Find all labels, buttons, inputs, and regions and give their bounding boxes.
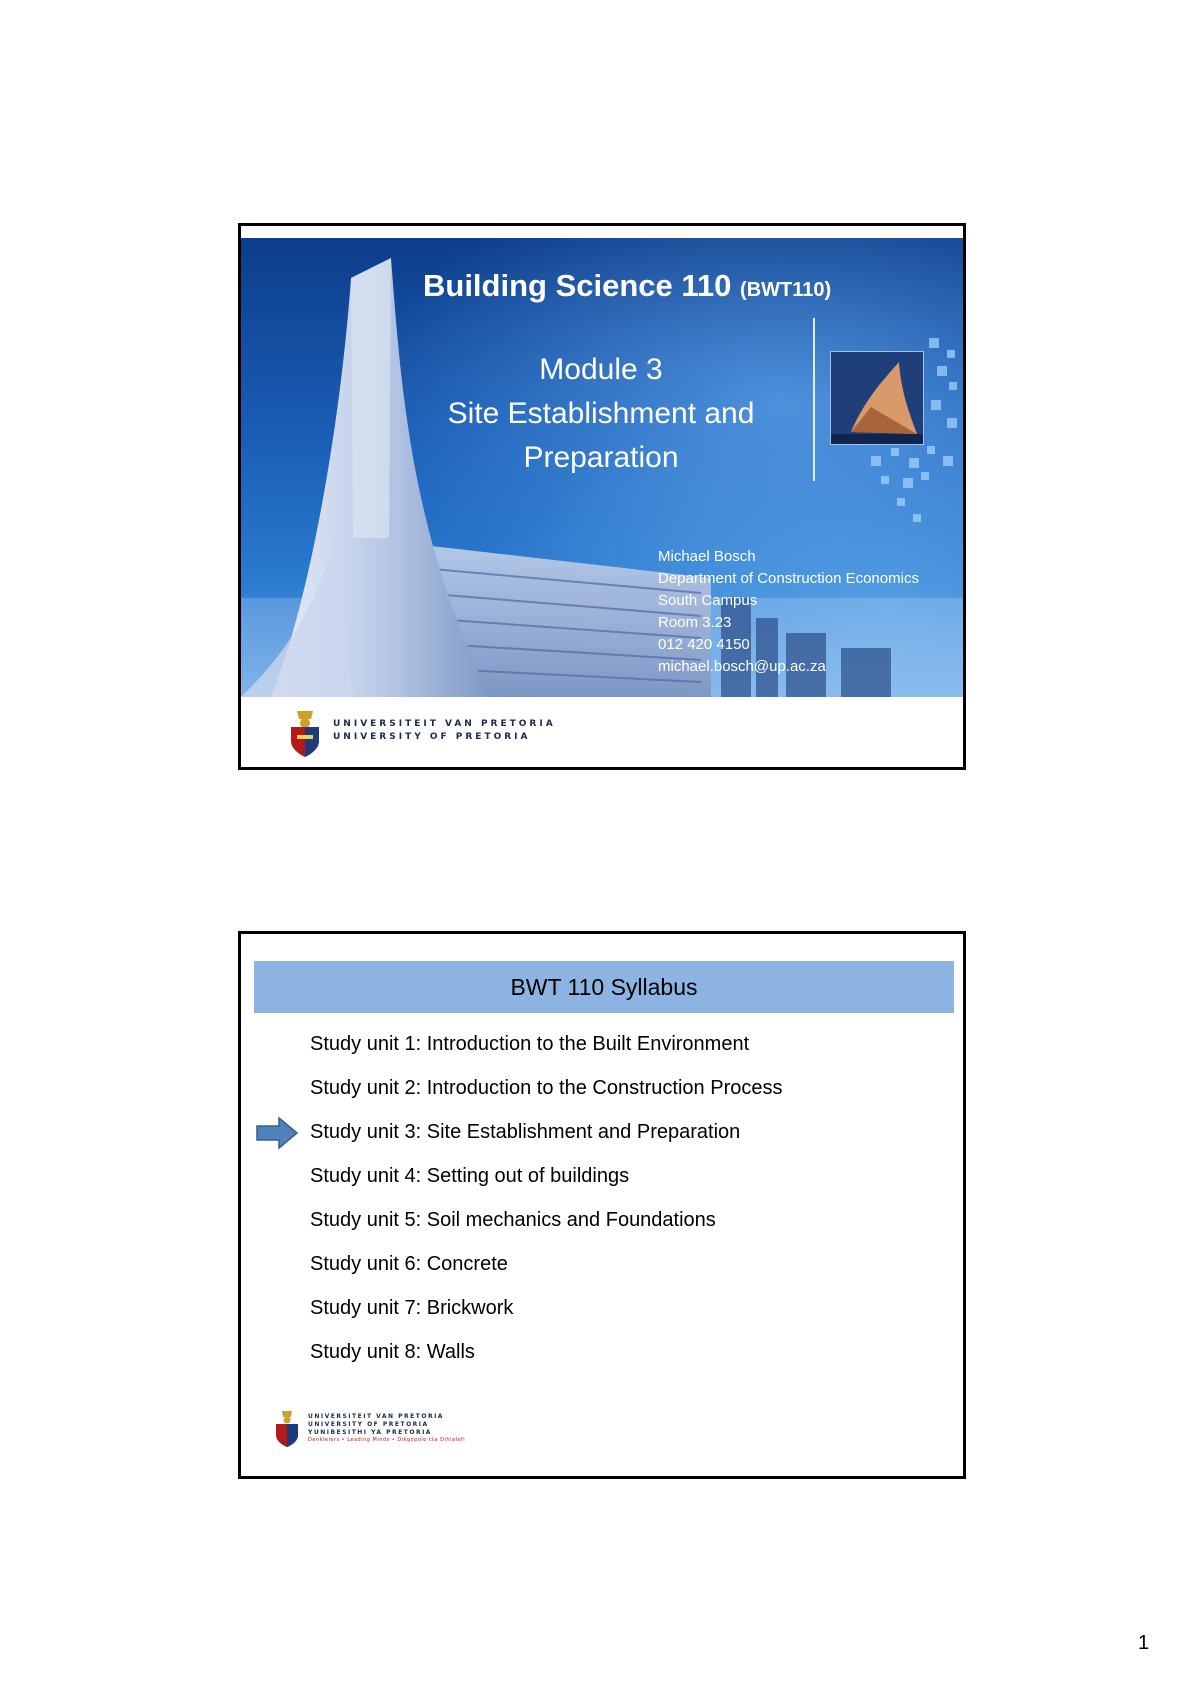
syllabus-item-5: Study unit 5: Soil mechanics and Foundations: [310, 1209, 716, 1231]
module-line-2: Site Establishment and: [447, 397, 755, 430]
page-number: 1: [1138, 1632, 1150, 1654]
contact-phone: 012 420 4150: [658, 636, 750, 653]
syllabus-header: BWT 110 Syllabus: [254, 961, 954, 1013]
syllabus-item-3: Study unit 3: Site Establishment and Preparation: [310, 1121, 741, 1143]
list-item: [241, 1154, 963, 1198]
list-item: [241, 1330, 963, 1374]
sculpture-thumbnail: [830, 351, 924, 445]
syllabus-item-6: Study unit 6: Concrete: [310, 1253, 508, 1275]
contact-name: Michael Bosch: [658, 548, 756, 565]
module-title: [421, 348, 781, 480]
contact-block: [658, 546, 919, 678]
title-banner: [241, 238, 963, 697]
university-name-af: UNIVERSITEIT VAN PRETORIA: [333, 719, 556, 729]
list-item: [241, 1066, 963, 1110]
university-tagline: Denkleiers • Leading Minds • Dikgopolo tša Dihlalefi: [308, 1437, 466, 1443]
module-line-3: Preparation: [523, 441, 679, 474]
list-item: [241, 1242, 963, 1286]
course-code: (BWT110): [740, 279, 832, 301]
contact-room: Room 3.23: [658, 614, 732, 631]
contact-department: Department of Construction Economics: [658, 570, 919, 587]
syllabus-slide: [238, 931, 966, 1479]
syllabus-list: [241, 1022, 963, 1374]
current-unit-arrow-icon: [255, 1116, 299, 1150]
title-slide: [238, 223, 966, 770]
syllabus-item-7: Study unit 7: Brickwork: [310, 1297, 514, 1319]
university-name-en: UNIVERSITY OF PRETORIA: [333, 732, 531, 742]
course-title: [423, 268, 831, 304]
university-name-ns: YUNIBESITHI YA PRETORIA: [308, 1429, 432, 1436]
course-title-text: Building Science 110: [423, 268, 732, 303]
divider-line: [813, 318, 815, 481]
contact-campus: South Campus: [658, 592, 758, 609]
syllabus-item-2: Study unit 2: Introduction to the Construction Process: [310, 1077, 783, 1099]
contact-email: michael.bosch@up.ac.za: [658, 658, 826, 675]
syllabus-item-4: Study unit 4: Setting out of buildings: [310, 1165, 630, 1187]
slide1-footer: [241, 697, 963, 767]
module-line-1: Module 3: [539, 353, 663, 386]
university-crest-icon: [274, 1409, 300, 1449]
university-name-en: UNIVERSITY OF PRETORIA: [308, 1421, 429, 1428]
list-item: [241, 1022, 963, 1066]
list-item: [241, 1286, 963, 1330]
list-item: [241, 1198, 963, 1242]
university-crest-icon: [287, 707, 323, 759]
syllabus-item-8: Study unit 8: Walls: [310, 1341, 475, 1363]
list-item: [241, 1110, 963, 1154]
syllabus-item-1: Study unit 1: Introduction to the Built Environment: [310, 1033, 750, 1055]
university-name-af: UNIVERSITEIT VAN PRETORIA: [308, 1413, 444, 1420]
